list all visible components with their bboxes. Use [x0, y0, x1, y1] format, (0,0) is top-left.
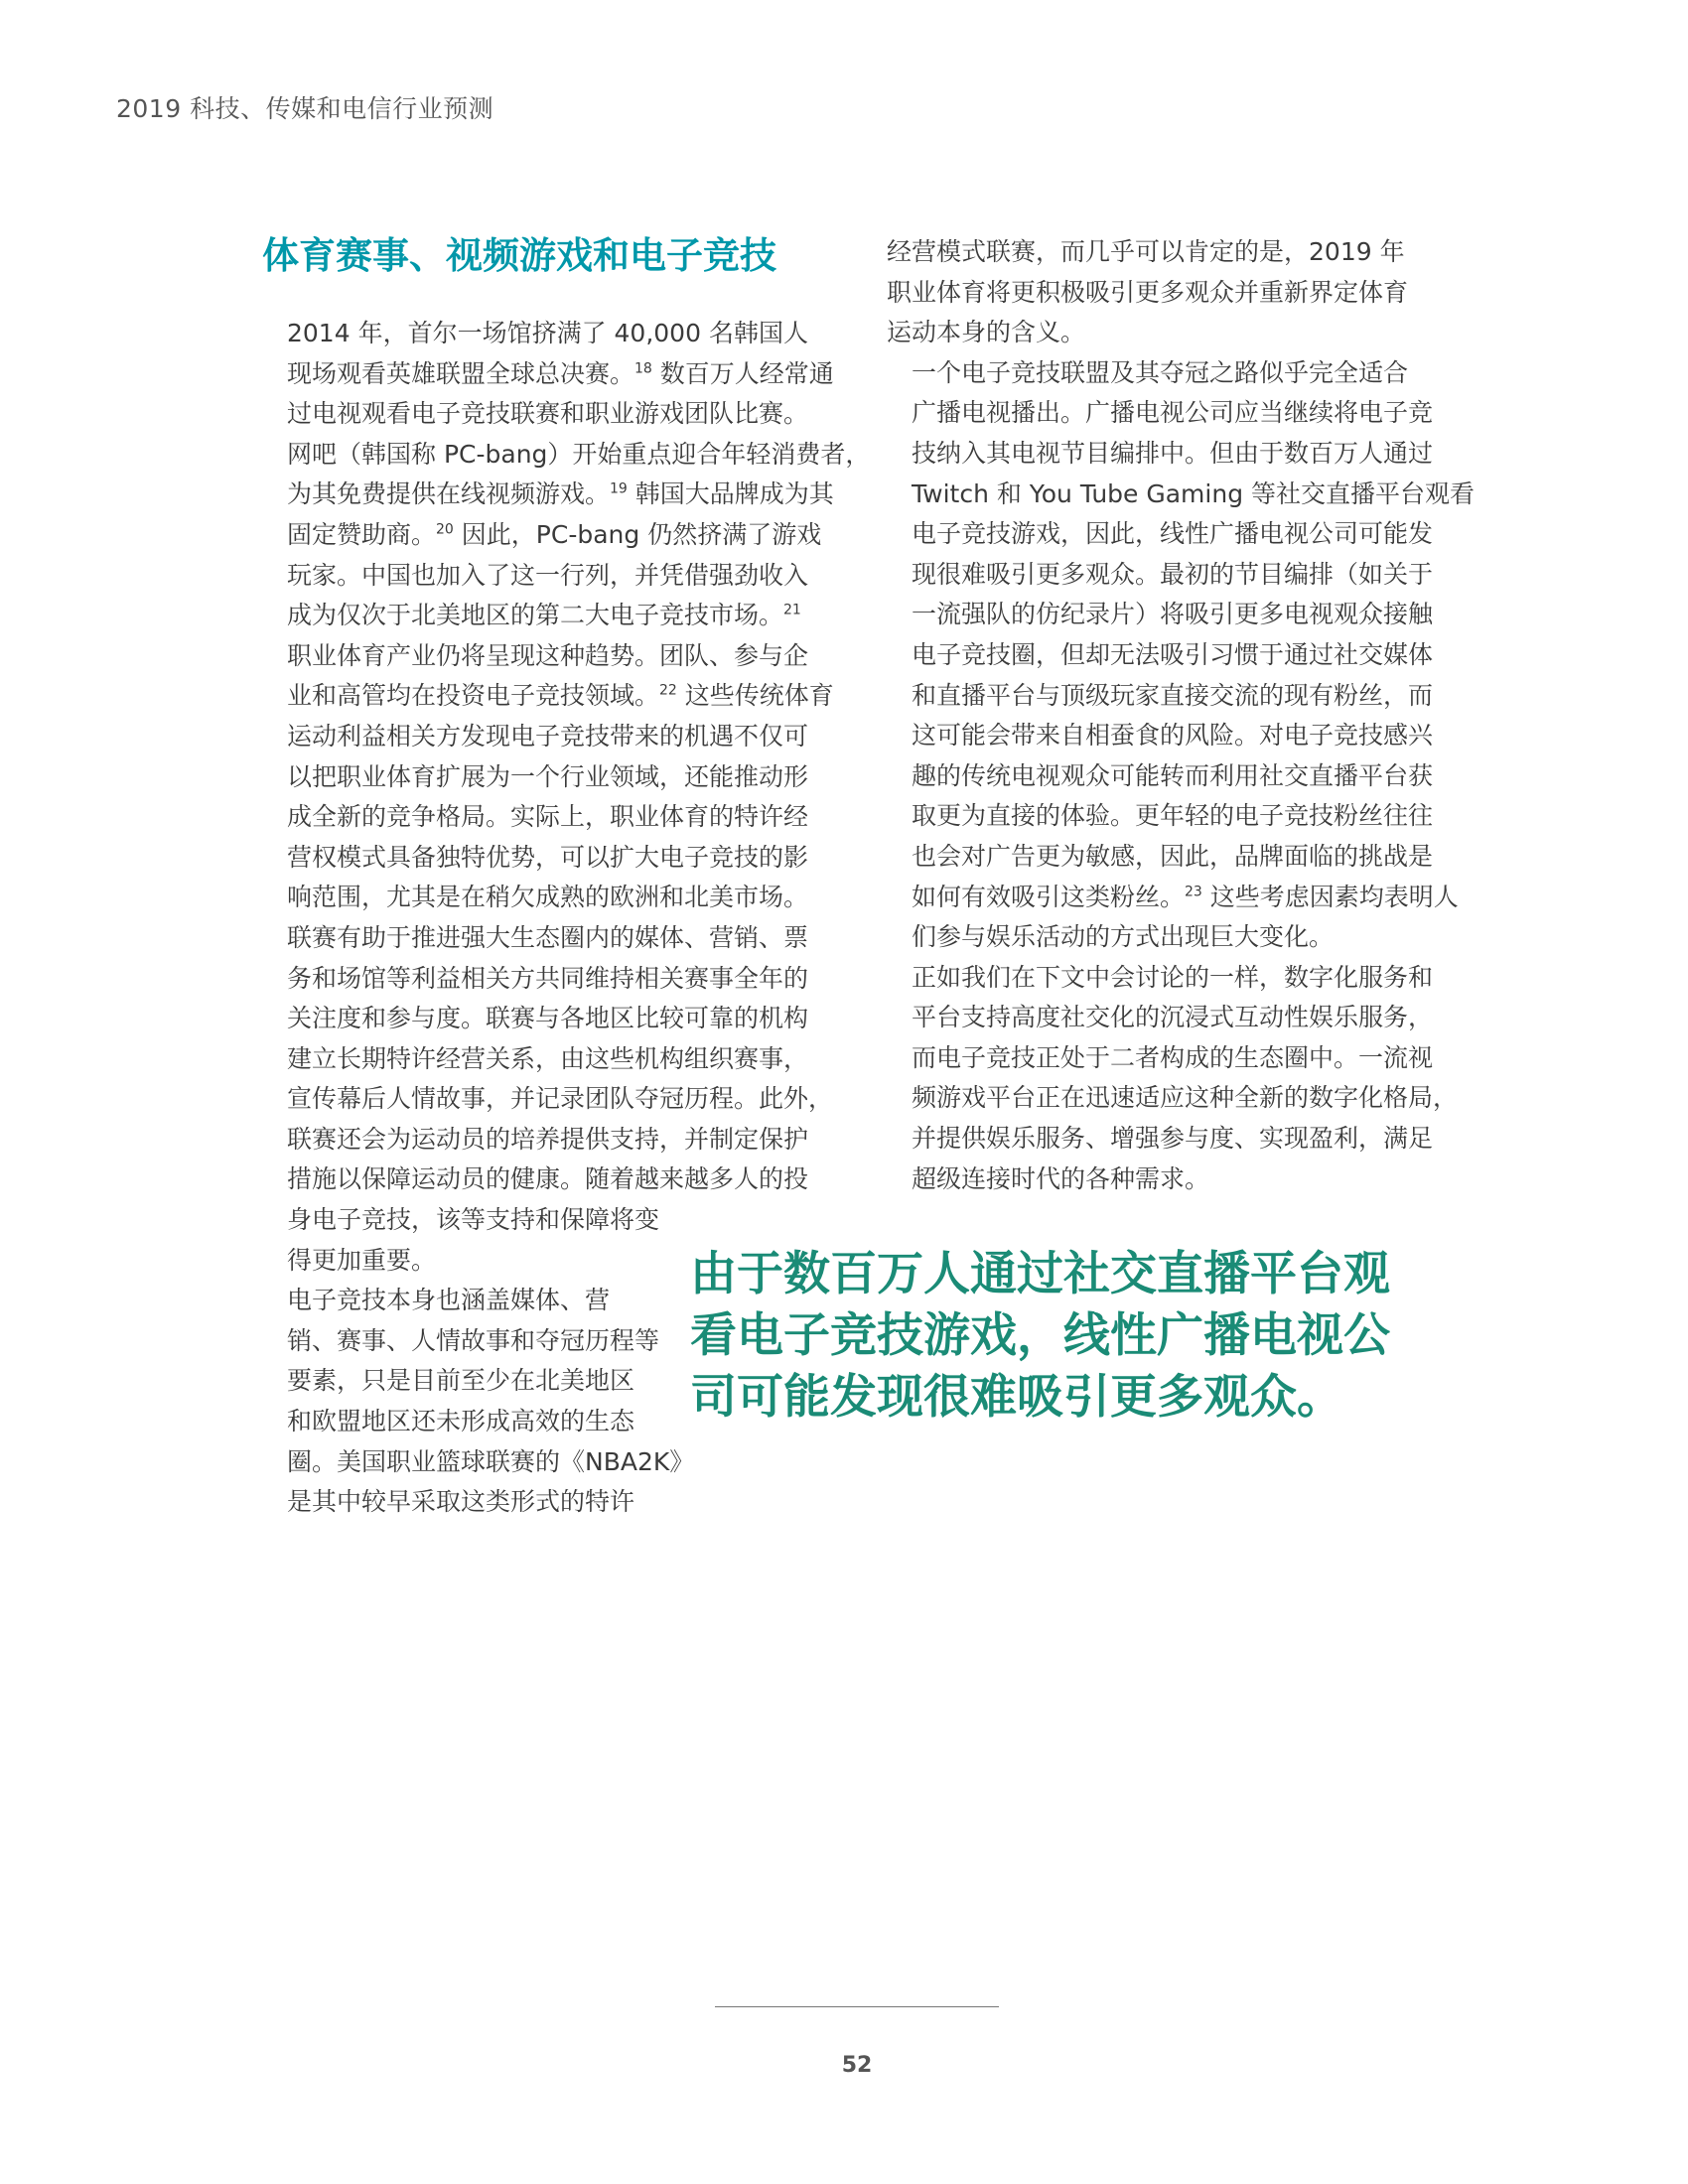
pull-quote — [690, 1244, 1445, 1429]
text-line — [887, 878, 1463, 918]
text-line: 得更加重要。 — [287, 1245, 437, 1275]
text-line: 措施以保障运动员的健康。随着越来越多人的投 — [287, 1164, 809, 1194]
footnote-ref-22: 22 — [659, 683, 677, 700]
text-line: 网吧（韩国称 PC-bang）开始重点迎合年轻消费者， — [287, 439, 871, 469]
text-line: 频游戏平台正在迅速适应这种全新的数字化格局， — [912, 1083, 1459, 1113]
text-line: 超级连接时代的各种需求。 — [912, 1163, 1210, 1193]
pull-quote-line: 司可能发现很难吸引更多观众。 — [690, 1370, 1343, 1425]
text-line: 职业体育将更积极吸引更多观众并重新界定体育 — [887, 277, 1409, 307]
text-line: 圈。美国职业篮球联赛的《NBA2K》 — [287, 1446, 695, 1476]
text-line: 销、赛事、人情故事和夺冠历程等 — [287, 1325, 660, 1355]
text-line: 要素，只是目前至少在北美地区 — [287, 1366, 635, 1396]
right-paragraph-2 — [887, 353, 1476, 958]
text-segment: 韩国大品牌成为其 — [627, 479, 834, 509]
text-line: 们参与娱乐活动的方式出现巨大变化。 — [912, 922, 1335, 952]
text-line: 职业体育产业仍将呈现这种趋势。团队、参与企 — [287, 640, 809, 670]
text-line: 联赛有助于推进强大生态圈内的媒体、营销、票 — [287, 922, 809, 952]
footnote-ref-18: 18 — [634, 360, 652, 377]
text-line: 成全新的竞争格局。实际上，职业体育的特许经 — [287, 802, 809, 832]
left-paragraph-1 — [262, 314, 871, 636]
text-line: 正如我们在下文中会讨论的一样，数字化服务和 — [912, 962, 1434, 992]
text-segment: 固定赞助商。 — [287, 519, 437, 549]
footnote-ref-23: 23 — [1185, 884, 1202, 900]
text-line: 运动本身的含义。 — [887, 318, 1086, 347]
text-segment: 成为仅次于北美地区的第二大电子竞技市场。 — [287, 601, 784, 630]
text-segment: 这些考虑因素均表明人 — [1201, 882, 1459, 911]
text-line: 技纳入其电视节目编排中。但由于数百万人通过 — [912, 438, 1434, 468]
page-number: 52 — [841, 2053, 873, 2078]
text-line: 营权模式具备独特优势，可以扩大电子竞技的影 — [287, 842, 809, 872]
text-line: 身电子竞技，该等支持和保障将变 — [287, 1205, 660, 1235]
text-line: 经营模式联赛，而几乎可以肯定的是，2019 年 — [887, 237, 1405, 266]
text-line: 是其中较早采取这类形式的特许 — [287, 1487, 635, 1517]
text-line: 和欧盟地区还未形成高效的生态 — [287, 1407, 635, 1436]
text-line — [262, 596, 838, 636]
right-column — [887, 232, 1476, 1199]
text-segment: 现场观看英雄联盟全球总决赛。 — [287, 358, 635, 388]
text-line — [262, 676, 838, 717]
text-line: 以把职业体育扩展为一个行业领域，还能推动形 — [287, 761, 809, 791]
text-line: Twitch 和 You Tube Gaming 等社交直播平台观看 — [912, 478, 1476, 508]
section-title: 体育赛事、视频游戏和电子竞技 — [262, 234, 776, 277]
text-line: 也会对广告更为敏感，因此，品牌面临的挑战是 — [912, 841, 1434, 871]
text-line — [262, 354, 838, 395]
text-line: 一个电子竞技联盟及其夺冠之路似乎完全适合 — [912, 357, 1409, 387]
text-line: 响范围，尤其是在稍欠成熟的欧洲和北美市场。 — [287, 883, 809, 912]
text-line: 电子竞技本身也涵盖媒体、营 — [287, 1286, 611, 1315]
text-segment: 为其免费提供在线视频游戏。 — [287, 479, 611, 509]
text-line: 现很难吸引更多观众。最初的节目编排（如关于 — [912, 559, 1434, 589]
footnote-ref-20: 20 — [436, 521, 454, 538]
text-line: 一流强队的仿纪录片）将吸引更多电视观众接触 — [912, 600, 1434, 629]
text-line: 过电视观看电子竞技联赛和职业游戏团队比赛。 — [287, 399, 809, 429]
text-line: 电子竞技游戏，因此，线性广播电视公司可能发 — [912, 519, 1434, 549]
text-line: 取更为直接的体验。更年轻的电子竞技粉丝往往 — [912, 801, 1434, 831]
text-line — [262, 515, 838, 556]
right-paragraph-3 — [887, 958, 1463, 1200]
text-segment: 业和高管均在投资电子竞技领域。 — [287, 681, 660, 711]
pull-quote-line: 由于数百万人通过社交直播平台观 — [690, 1247, 1390, 1301]
text-segment: 因此，PC-bang 仍然挤满了游戏 — [453, 519, 822, 549]
running-header: 2019 科技、传媒和电信行业预测 — [116, 94, 494, 123]
text-line: 2014 年，首尔一场馆挤满了 40,000 名韩国人 — [287, 319, 808, 347]
text-line: 而电子竞技正处于二者构成的生态圈中。一流视 — [912, 1042, 1434, 1072]
text-segment: 数百万人经常通 — [651, 358, 834, 388]
text-line: 和直播平台与顶级玩家直接交流的现有粉丝，而 — [912, 680, 1434, 710]
text-line: 电子竞技圈，但却无法吸引习惯于通过社交媒体 — [912, 639, 1434, 669]
right-paragraph-1 — [887, 232, 1463, 353]
text-line: 关注度和参与度。联赛与各地区比较可靠的机构 — [287, 1004, 809, 1033]
footer-divider — [715, 2006, 999, 2007]
text-line — [262, 475, 838, 515]
text-line: 建立长期特许经营关系，由这些机构组织赛事， — [287, 1043, 809, 1073]
text-line: 运动利益相关方发现电子竞技带来的机遇不仅可 — [287, 721, 809, 751]
text-line: 联赛还会为运动员的培养提供支持，并制定保护 — [287, 1124, 809, 1154]
footnote-ref-21: 21 — [783, 602, 801, 618]
text-line: 玩家。中国也加入了这一行列，并凭借强劲收入 — [287, 560, 809, 590]
text-segment: 这些传统体育 — [676, 681, 834, 711]
text-line: 务和场馆等利益相关方共同维持相关赛事全年的 — [287, 963, 809, 993]
footnote-ref-19: 19 — [610, 481, 628, 498]
pull-quote-line: 看电子竞技游戏，线性广播电视公 — [690, 1308, 1390, 1363]
text-line: 这可能会带来自相蚕食的风险。对电子竞技感兴 — [912, 721, 1434, 751]
text-line: 平台支持高度社交化的沉浸式互动性娱乐服务， — [912, 1003, 1434, 1032]
text-line: 并提供娱乐服务、增强参与度、实现盈利，满足 — [912, 1124, 1434, 1154]
text-line: 宣传幕后人情故事，并记录团队夺冠历程。此外， — [287, 1084, 834, 1114]
text-segment: 如何有效吸引这类粉丝。 — [912, 882, 1186, 911]
left-paragraph-2 — [262, 636, 838, 1282]
text-line: 趣的传统电视观众可能转而利用社交直播平台获 — [912, 760, 1434, 790]
text-line: 广播电视播出。广播电视公司应当继续将电子竞 — [912, 398, 1434, 428]
